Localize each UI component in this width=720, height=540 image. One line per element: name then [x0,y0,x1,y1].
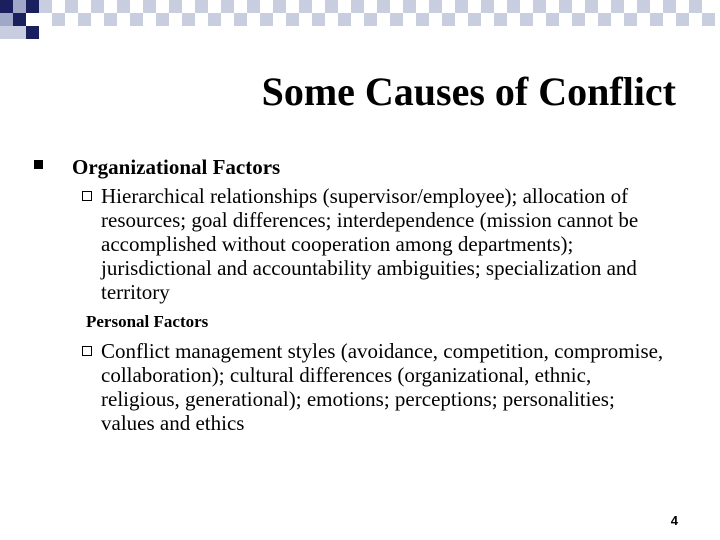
header-decoration [0,0,720,40]
list-item-personal: Conflict management styles (avoidance, competition, compromise, collaboration); cultural differences (organizational, ethnic, religious, generational); emotions; perceptions; personalities; values and ethics [101,339,664,435]
section-heading-organizational: Organizational Factors [72,155,281,179]
section-heading-personal: Personal Factors [86,312,209,331]
square-bullet-icon [34,160,43,169]
page-number: 4 [670,513,678,528]
list-item-organizational: Hierarchical relationships (supervisor/employee); allocation of resources; goal differences; interdependence (mission cannot be accomplished without cooperation among departments); jurisdictional and accountability ambiguities; specialization and territory [101,184,639,304]
checkbox-bullet-icon [82,346,92,356]
slide-title: Some Causes of Conflict [261,69,676,114]
checkbox-bullet-icon [82,191,92,201]
